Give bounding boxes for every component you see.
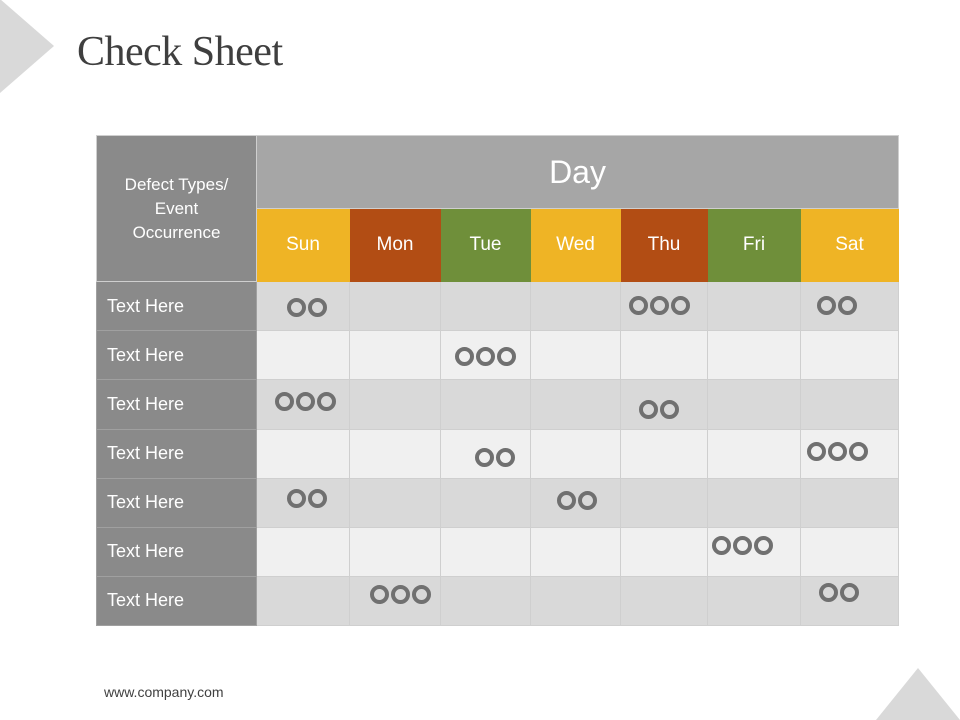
tally-ring-icon [496,448,515,467]
tally-ring-icon [712,536,731,555]
tally-ring-icon [849,442,868,461]
row-label: Text Here [97,576,257,625]
tally-cell [621,429,708,478]
tally-cell [708,429,801,478]
tally-ring-icon [639,400,658,419]
tally-marks [629,296,690,315]
tally-cell [350,429,441,478]
tally-ring-icon [287,489,306,508]
day-header-sun: Sun [257,209,350,282]
day-header-mon: Mon [350,209,441,282]
tally-marks [712,536,773,555]
table-row [97,478,899,527]
tally-ring-icon [455,347,474,366]
table-row [97,380,899,429]
tally-ring-icon [629,296,648,315]
tally-cell [801,527,899,576]
day-header-wed: Wed [531,209,621,282]
tally-marks [475,448,515,467]
tally-cell [708,282,801,331]
tally-cell [350,478,441,527]
tally-cell [441,576,531,625]
tally-ring-icon [308,298,327,317]
tally-cell [708,478,801,527]
table-row [97,527,899,576]
tally-cell [621,331,708,380]
tally-cell [801,576,899,625]
defect-types-header-line: Event [154,198,199,218]
tally-marks [287,298,327,317]
tally-ring-icon [370,585,389,604]
tally-cell [801,429,899,478]
tally-cell [531,576,621,625]
tally-cell [531,478,621,527]
table-row [97,282,899,331]
tally-cell [801,478,899,527]
tally-cell [350,380,441,429]
tally-cell [708,380,801,429]
tally-ring-icon [807,442,826,461]
tally-ring-icon [412,585,431,604]
defect-types-header-line: Occurrence [132,222,221,242]
tally-cell [441,380,531,429]
tally-cell [531,380,621,429]
tally-cell [350,331,441,380]
tally-ring-icon [317,392,336,411]
tally-marks [275,392,336,411]
tally-ring-icon [840,583,859,602]
tally-marks [819,583,859,602]
table-row [97,576,899,625]
tally-cell [708,576,801,625]
row-label: Text Here [97,282,257,331]
tally-cell [621,576,708,625]
day-header-fri: Fri [708,209,801,282]
tally-ring-icon [578,491,597,510]
tally-marks [807,442,868,461]
tally-ring-icon [660,400,679,419]
tally-cell [621,527,708,576]
tally-cell [801,282,899,331]
tally-marks [287,489,327,508]
table-row [97,429,899,478]
tally-marks [817,296,857,315]
tally-marks [455,347,516,366]
row-label: Text Here [97,527,257,576]
tally-ring-icon [275,392,294,411]
tally-cell [350,282,441,331]
tally-ring-icon [296,392,315,411]
tally-cell [531,527,621,576]
tally-ring-icon [838,296,857,315]
tally-cell [708,331,801,380]
day-header-sat: Sat [801,209,899,282]
tally-cell [257,331,350,380]
tally-cell [257,282,350,331]
day-header: Day [257,136,899,209]
table-row [97,331,899,380]
tally-cell [531,429,621,478]
defect-types-header [97,136,257,282]
tally-cell [621,380,708,429]
tally-cell [621,478,708,527]
tally-cell [257,478,350,527]
tally-cell [257,380,350,429]
tally-cell [350,527,441,576]
tally-marks [370,585,431,604]
day-header-tue: Tue [441,209,531,282]
row-label: Text Here [97,478,257,527]
defect-types-header-line: Defect Types/ [124,174,229,194]
tally-ring-icon [308,489,327,508]
row-label: Text Here [97,429,257,478]
tally-cell [257,429,350,478]
tally-cell [441,478,531,527]
tally-cell [441,282,531,331]
tally-marks [639,400,679,419]
tally-cell [350,576,441,625]
tally-cell [801,380,899,429]
day-header-thu: Thu [621,209,708,282]
tally-marks [557,491,597,510]
row-label: Text Here [97,380,257,429]
tally-ring-icon [828,442,847,461]
tally-cell [257,527,350,576]
footer-url: www.company.com [104,684,224,700]
tally-cell [531,331,621,380]
tally-cell [441,527,531,576]
tally-ring-icon [475,448,494,467]
page-title: Check Sheet [77,29,283,75]
tally-ring-icon [754,536,773,555]
tally-ring-icon [650,296,669,315]
tally-ring-icon [391,585,410,604]
tally-ring-icon [476,347,495,366]
corner-triangle-top-left [0,0,54,93]
tally-cell [531,282,621,331]
tally-cell [801,331,899,380]
tally-ring-icon [557,491,576,510]
row-label: Text Here [97,331,257,380]
tally-cell [257,576,350,625]
check-sheet-table [96,135,899,626]
tally-ring-icon [497,347,516,366]
tally-cell [441,429,531,478]
tally-cell [441,331,531,380]
tally-cell [708,527,801,576]
tally-ring-icon [819,583,838,602]
tally-cell [621,282,708,331]
tally-ring-icon [817,296,836,315]
tally-ring-icon [733,536,752,555]
tally-ring-icon [671,296,690,315]
tally-ring-icon [287,298,306,317]
corner-triangle-bottom-right [876,668,960,720]
